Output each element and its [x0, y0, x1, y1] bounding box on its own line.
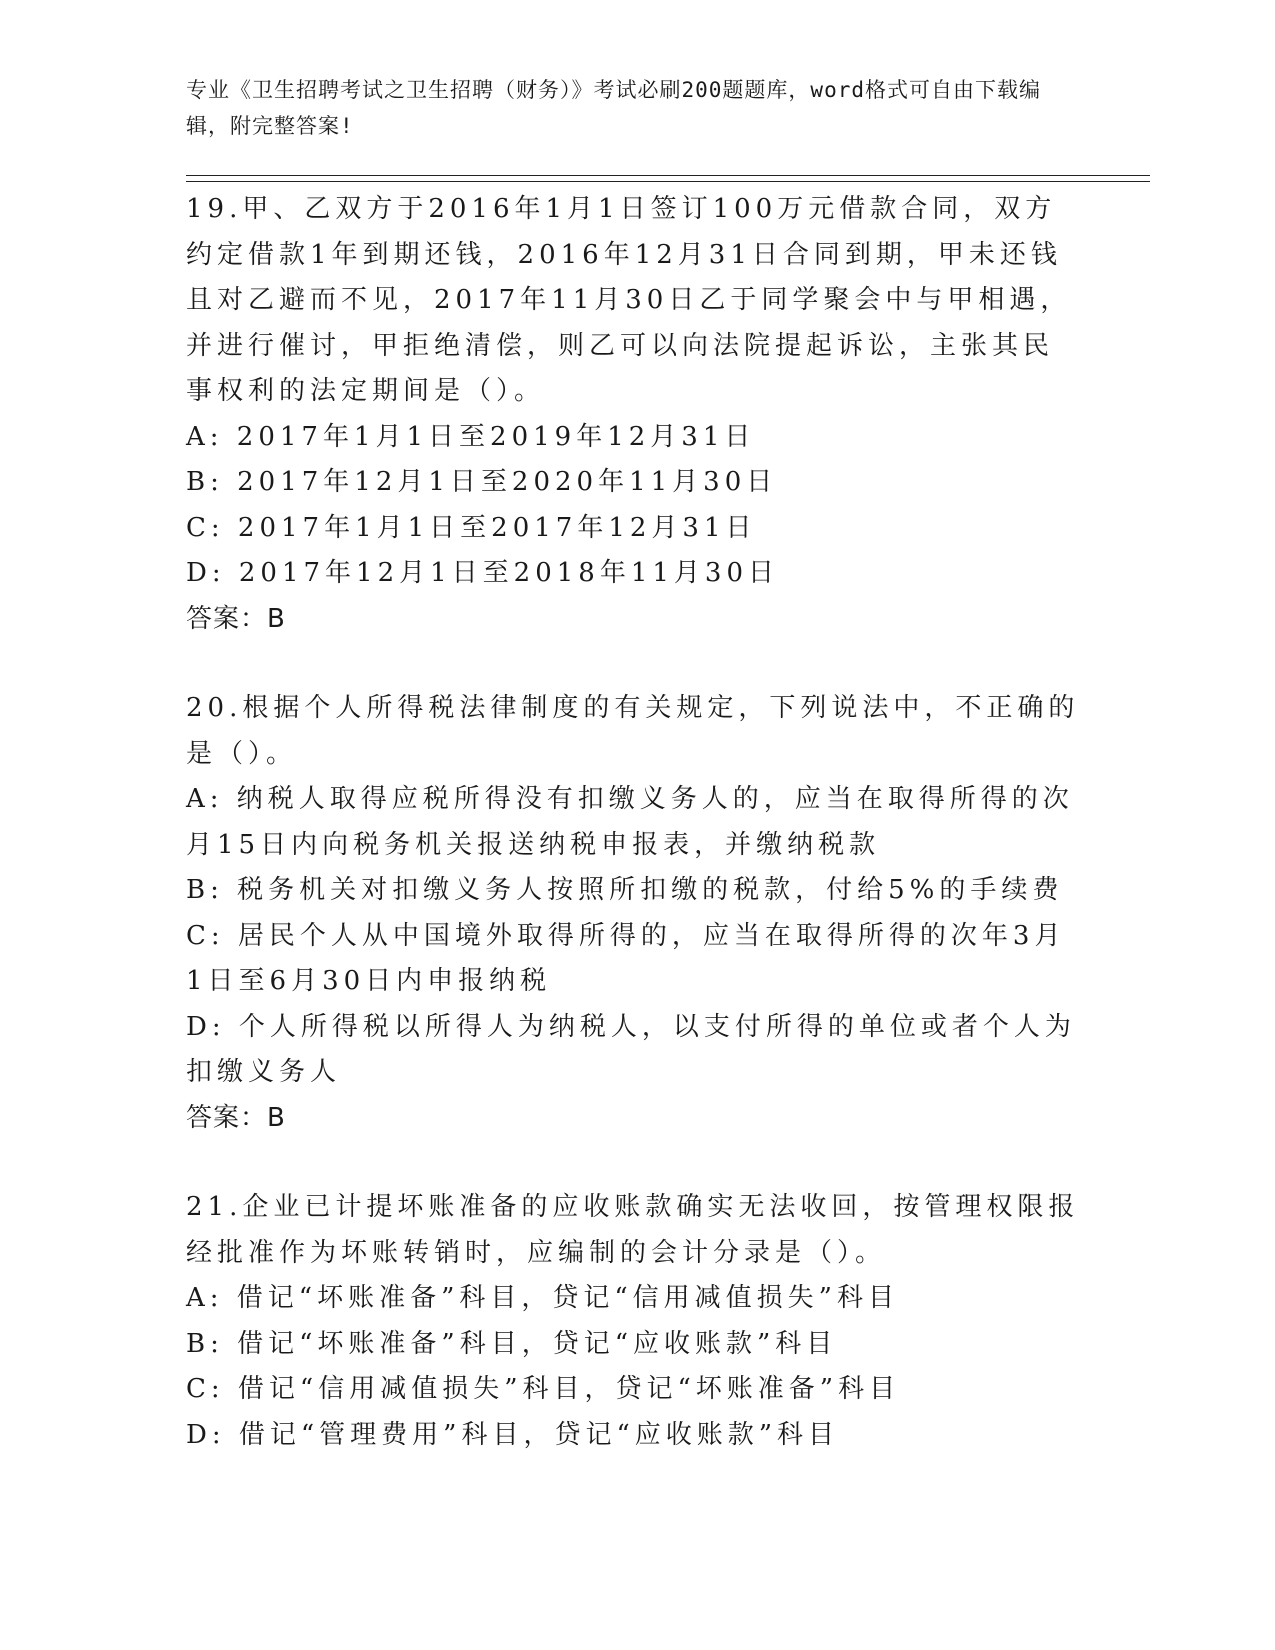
- question-stem: 19.甲、乙双方于2016年1月1日签订100万元借款合同，双方约定借款1年到期还钱，2016年12月31日合同到期，甲未还钱且对乙避而不见，2017年11月30日乙于同学聚会中与甲相遇，并进行催讨，甲拒绝清偿，则乙可以向法院提起诉讼，主张其民事权利的法定期间是（）。: [186, 194, 1072, 406]
- document-header: 专业《卫生招聘考试之卫生招聘（财务）》考试必刷200题题库，word格式可自由下载编辑，附完整答案!: [186, 78, 1041, 138]
- question-stem: 20.根据个人所得税法律制度的有关规定，下列说法中，不正确的是（）。: [186, 693, 1080, 769]
- option-a: A: 2017年1月1日至2019年12月31日: [186, 421, 756, 452]
- answer: 答案：B: [186, 1102, 286, 1133]
- option-c: C: 2017年1月1日至2017年12月31日: [186, 512, 757, 543]
- option-c: C: 居民个人从中国境外取得所得的，应当在取得所得的次年3月1日至6月30日内申报纳税: [186, 920, 1066, 996]
- option-a: A: 借记“坏账准备”科目，贷记“信用减值损失”科目: [186, 1283, 899, 1313]
- option-b: B: 借记“坏账准备”科目，贷记“应收账款”科目: [186, 1328, 838, 1359]
- option-d: D: 个人所得税以所得人为纳税人，以支付所得的单位或者个人为扣缴义务人: [186, 1011, 1076, 1087]
- option-c: C: 借记“信用减值损失”科目，贷记“坏账准备”科目: [186, 1374, 901, 1404]
- option-b: B: 税务机关对扣缴义务人按照所扣缴的税款，付给5%的手续费: [186, 875, 1064, 905]
- header-divider-bottom: [186, 181, 1150, 182]
- header-divider-top: [186, 175, 1150, 176]
- option-d: D: 借记“管理费用”科目，贷记“应收账款”科目: [186, 1419, 840, 1450]
- question-20: [186, 686, 1081, 1141]
- question-stem: 21.企业已计提坏账准备的应收账款确实无法收回，按管理权限报经批准作为坏账转销时，应编制的会计分录是（）。: [186, 1192, 1080, 1268]
- option-a: A: 纳税人取得应税所得没有扣缴义务人的，应当在取得所得的次月15日内向税务机关报送纳税申报表，并缴纳税款: [186, 784, 1074, 860]
- answer: 答案：B: [186, 603, 286, 634]
- option-d: D: 2017年12月1日至2018年11月30日: [186, 558, 780, 588]
- question-19: [186, 187, 1081, 642]
- question-list: [186, 187, 1081, 1458]
- option-b: B: 2017年12月1日至2020年11月30日: [186, 467, 778, 497]
- question-21: [186, 1185, 1081, 1458]
